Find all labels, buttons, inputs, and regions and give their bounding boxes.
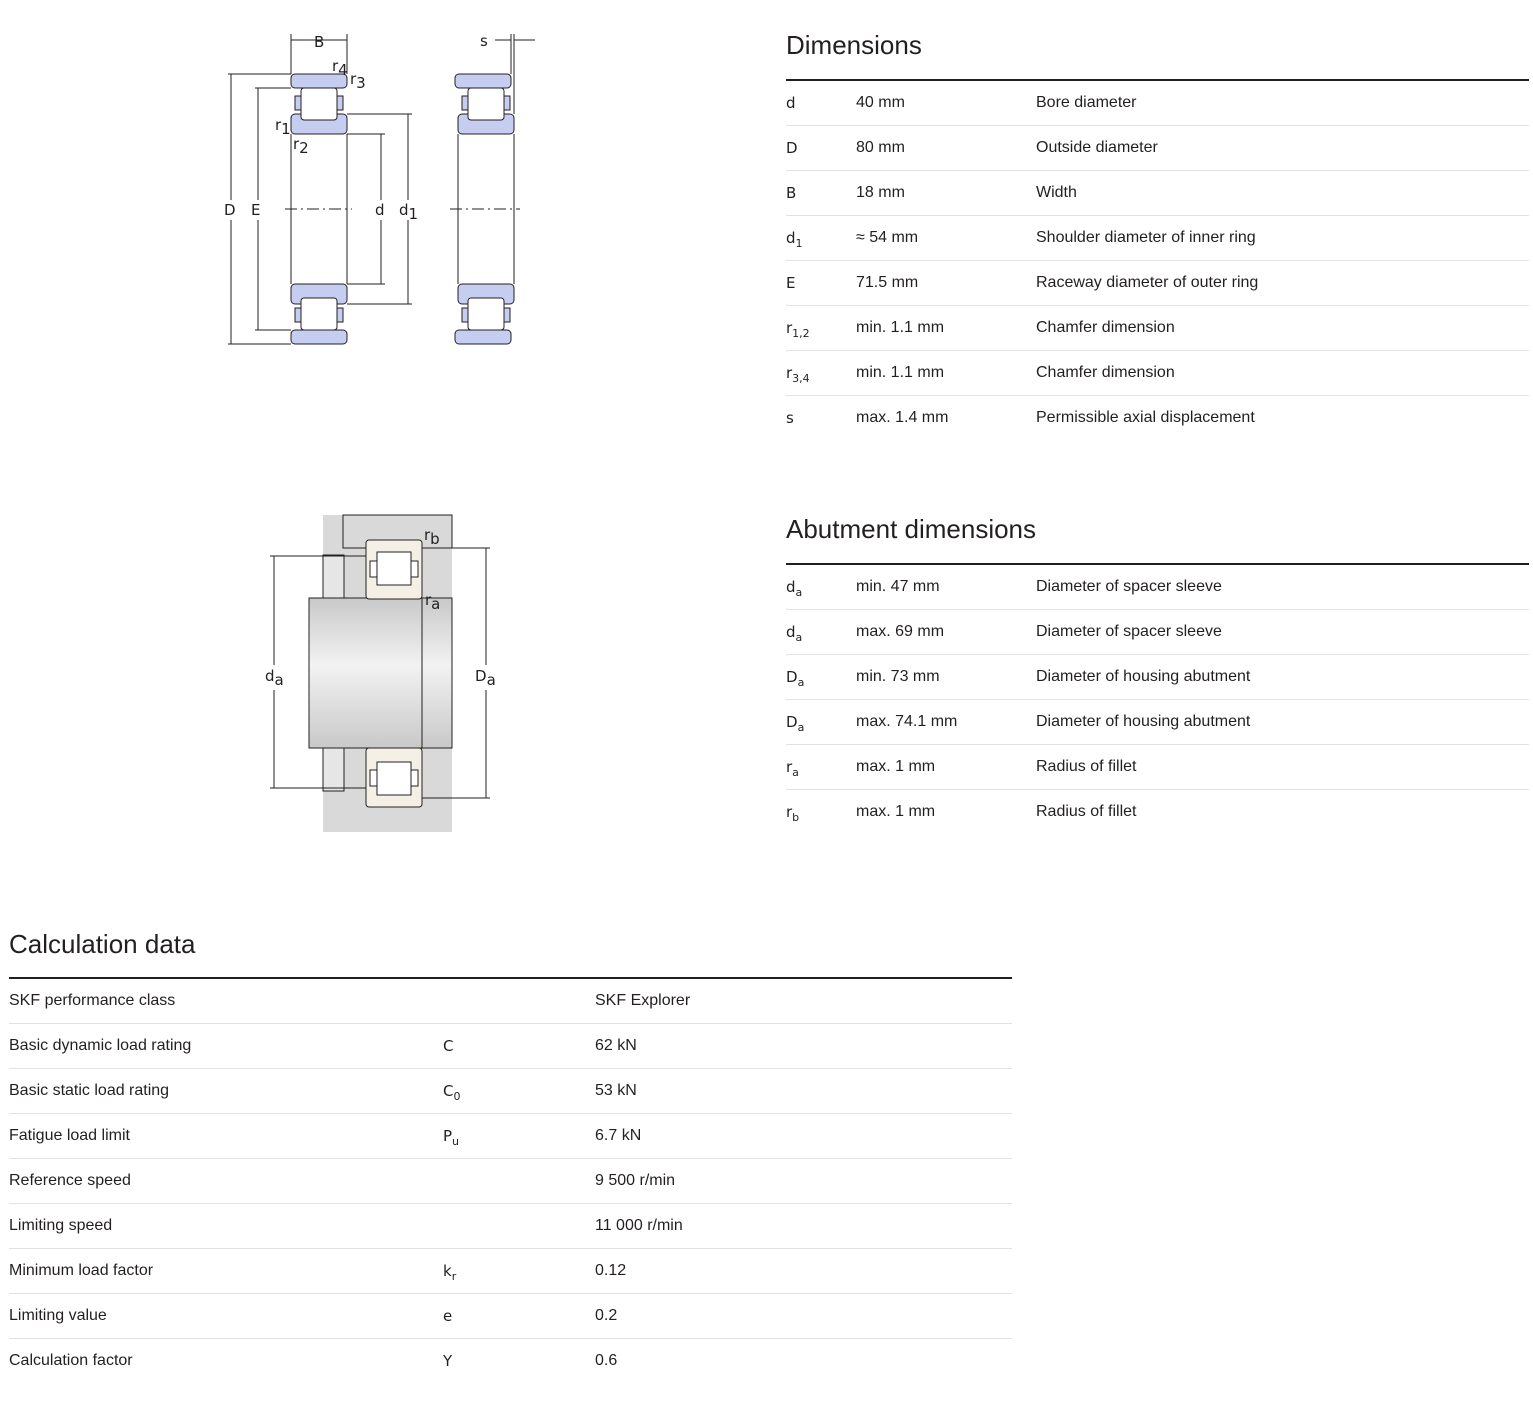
row-description: Width: [1036, 171, 1529, 216]
row-symbol: [786, 261, 856, 306]
row-symbol: [786, 306, 856, 351]
symbol-letter: C: [443, 1081, 454, 1100]
table-row: [786, 216, 1529, 261]
row-symbol: [443, 1114, 595, 1159]
row-label: Reference speed: [9, 1159, 443, 1204]
row-description: Outside diameter: [1036, 126, 1529, 171]
row-label: Minimum load factor: [9, 1249, 443, 1294]
label-r1: r1: [275, 116, 291, 138]
row-description: Raceway diameter of outer ring: [1036, 261, 1529, 306]
symbol-letter: r: [786, 318, 793, 337]
row-symbol: [786, 790, 856, 835]
symbol-letter: E: [786, 273, 796, 292]
bearing-cross-section-drawing: [210, 25, 550, 355]
symbol-subscript: a: [792, 765, 799, 779]
row-value: 0.12: [595, 1249, 1012, 1294]
row-value: 40 mm: [856, 81, 1036, 126]
symbol-letter: r: [786, 802, 793, 821]
symbol-subscript: a: [797, 675, 805, 689]
row-symbol: [443, 1249, 595, 1294]
row-symbol: [786, 700, 856, 745]
row-label: Limiting speed: [9, 1204, 443, 1249]
symbol-subscript: a: [795, 585, 803, 599]
table-row: [9, 1069, 1012, 1114]
table-row: [786, 745, 1529, 790]
row-description: Diameter of housing abutment: [1036, 655, 1529, 700]
row-symbol: [786, 745, 856, 790]
symbol-letter: D: [786, 138, 798, 157]
table-row: [786, 351, 1529, 396]
row-symbol: [443, 1159, 595, 1204]
abutment-drawing: [255, 510, 500, 840]
row-value: ≈ 54 mm: [856, 216, 1036, 261]
row-value: min. 47 mm: [856, 565, 1036, 610]
row-symbol: [443, 1204, 595, 1249]
label-E: E: [251, 201, 261, 219]
row-value: 53 kN: [595, 1069, 1012, 1114]
row-value: max. 1 mm: [856, 803, 936, 820]
row-description: Permissible axial displacement: [1036, 409, 1255, 426]
table-row: [786, 306, 1529, 351]
row-value: max. 69 mm: [856, 610, 1036, 655]
table-row: [786, 171, 1529, 216]
symbol-letter: d: [786, 228, 796, 247]
row-value: 62 kN: [595, 1024, 1012, 1069]
table-row: [786, 81, 1529, 126]
row-label: Basic dynamic load rating: [9, 1024, 443, 1069]
label-r2: r2: [293, 135, 309, 157]
label-r3: r3: [350, 70, 366, 92]
symbol-letter: P: [443, 1126, 453, 1145]
label-s: s: [480, 32, 488, 50]
row-description: Radius of fillet: [1036, 803, 1137, 820]
symbol-letter: e: [443, 1306, 453, 1325]
row-value: 11 000 r/min: [595, 1204, 1012, 1249]
symbol-letter: B: [786, 183, 797, 202]
row-value: SKF Explorer: [595, 979, 1012, 1024]
row-description: Diameter of spacer sleeve: [1036, 610, 1529, 655]
symbol-letter: d: [786, 622, 796, 641]
row-value: max. 1.4 mm: [856, 409, 949, 426]
symbol-subscript: 1: [795, 236, 803, 250]
row-label: Basic static load rating: [9, 1069, 443, 1114]
row-label: Calculation factor: [9, 1352, 133, 1369]
table-row: [786, 261, 1529, 306]
table-row: [9, 1159, 1012, 1204]
abutment-title: Abutment dimensions: [786, 514, 1037, 544]
table-row: [786, 610, 1529, 655]
calculation-title: Calculation data: [9, 929, 196, 959]
row-symbol: [786, 351, 856, 396]
label-ra: ra: [425, 591, 441, 613]
row-description: Chamfer dimension: [1036, 351, 1529, 396]
symbol-subscript: a: [795, 630, 803, 644]
row-label: SKF performance class: [9, 979, 443, 1024]
row-symbol: [786, 565, 856, 610]
row-description: Radius of fillet: [1036, 745, 1529, 790]
table-row: [9, 1204, 1012, 1249]
row-symbol: [786, 610, 856, 655]
row-value: 0.6: [595, 1352, 618, 1369]
label-d1: d1: [399, 201, 419, 223]
row-symbol: [786, 216, 856, 261]
label-rb: rb: [424, 526, 440, 548]
row-value: min. 1.1 mm: [856, 351, 1036, 396]
symbol-letter: D: [786, 712, 798, 731]
row-symbol: [443, 1024, 595, 1069]
abutment-table: [786, 565, 1529, 834]
row-symbol: [443, 1069, 595, 1114]
symbol-letter: r: [786, 363, 793, 382]
table-row: [9, 1114, 1012, 1159]
table-row: [9, 979, 1012, 1024]
row-value: 71.5 mm: [856, 261, 1036, 306]
symbol-letter: C: [443, 1036, 454, 1055]
table-row: [9, 1249, 1012, 1294]
dimensions-title: Dimensions: [786, 30, 922, 60]
row-value: min. 1.1 mm: [856, 306, 1036, 351]
label-Da: Da: [475, 667, 496, 689]
symbol-subscript: a: [797, 720, 805, 734]
row-value: 80 mm: [856, 126, 1036, 171]
table-row: [786, 565, 1529, 610]
label-D: D: [224, 201, 236, 219]
label-da: da: [265, 667, 284, 689]
label-B: B: [314, 33, 325, 51]
symbol-subscript: b: [792, 810, 800, 824]
row-value: 9 500 r/min: [595, 1159, 1012, 1204]
table-row: [786, 655, 1529, 700]
row-symbol: [443, 979, 595, 1024]
table-row: [786, 790, 1529, 835]
row-description: Diameter of spacer sleeve: [1036, 565, 1529, 610]
label-r4: r4: [332, 57, 348, 79]
symbol-letter: D: [786, 667, 798, 686]
row-description: Chamfer dimension: [1036, 306, 1529, 351]
symbol-subscript: 1,2: [792, 326, 810, 340]
row-symbol: [786, 171, 856, 216]
calculation-table: [9, 979, 1012, 1383]
row-value: 6.7 kN: [595, 1114, 1012, 1159]
row-symbol: [443, 1294, 595, 1339]
symbol-subscript: r: [451, 1269, 457, 1283]
row-value: 18 mm: [856, 171, 1036, 216]
symbol-subscript: 3,4: [792, 371, 810, 385]
symbol-letter: d: [786, 93, 796, 112]
row-value: 0.2: [595, 1294, 1012, 1339]
dimensions-table: [786, 81, 1529, 440]
row-value: max. 74.1 mm: [856, 700, 1036, 745]
symbol-letter: d: [786, 577, 796, 596]
table-row: [786, 126, 1529, 171]
symbol-letter: Y: [443, 1351, 453, 1370]
table-row: [9, 1024, 1012, 1069]
row-description: Shoulder diameter of inner ring: [1036, 216, 1529, 261]
row-label: Limiting value: [9, 1294, 443, 1339]
row-description: Diameter of housing abutment: [1036, 700, 1529, 745]
table-row: [9, 1339, 1012, 1384]
row-symbol: [786, 655, 856, 700]
symbol-subscript: 0: [453, 1089, 461, 1103]
symbol-letter: s: [786, 408, 794, 427]
row-value: max. 1 mm: [856, 745, 1036, 790]
symbol-letter: k: [443, 1261, 452, 1280]
symbol-letter: r: [786, 757, 793, 776]
row-description: Bore diameter: [1036, 81, 1529, 126]
row-symbol: [786, 126, 856, 171]
symbol-subscript: u: [452, 1134, 460, 1148]
table-row: [786, 396, 1529, 441]
table-row: [786, 700, 1529, 745]
table-row: [9, 1294, 1012, 1339]
label-d: d: [375, 201, 385, 219]
row-symbol: [786, 396, 856, 441]
row-symbol: [786, 81, 856, 126]
row-label: Fatigue load limit: [9, 1114, 443, 1159]
row-symbol: [443, 1339, 595, 1384]
row-value: min. 73 mm: [856, 655, 1036, 700]
